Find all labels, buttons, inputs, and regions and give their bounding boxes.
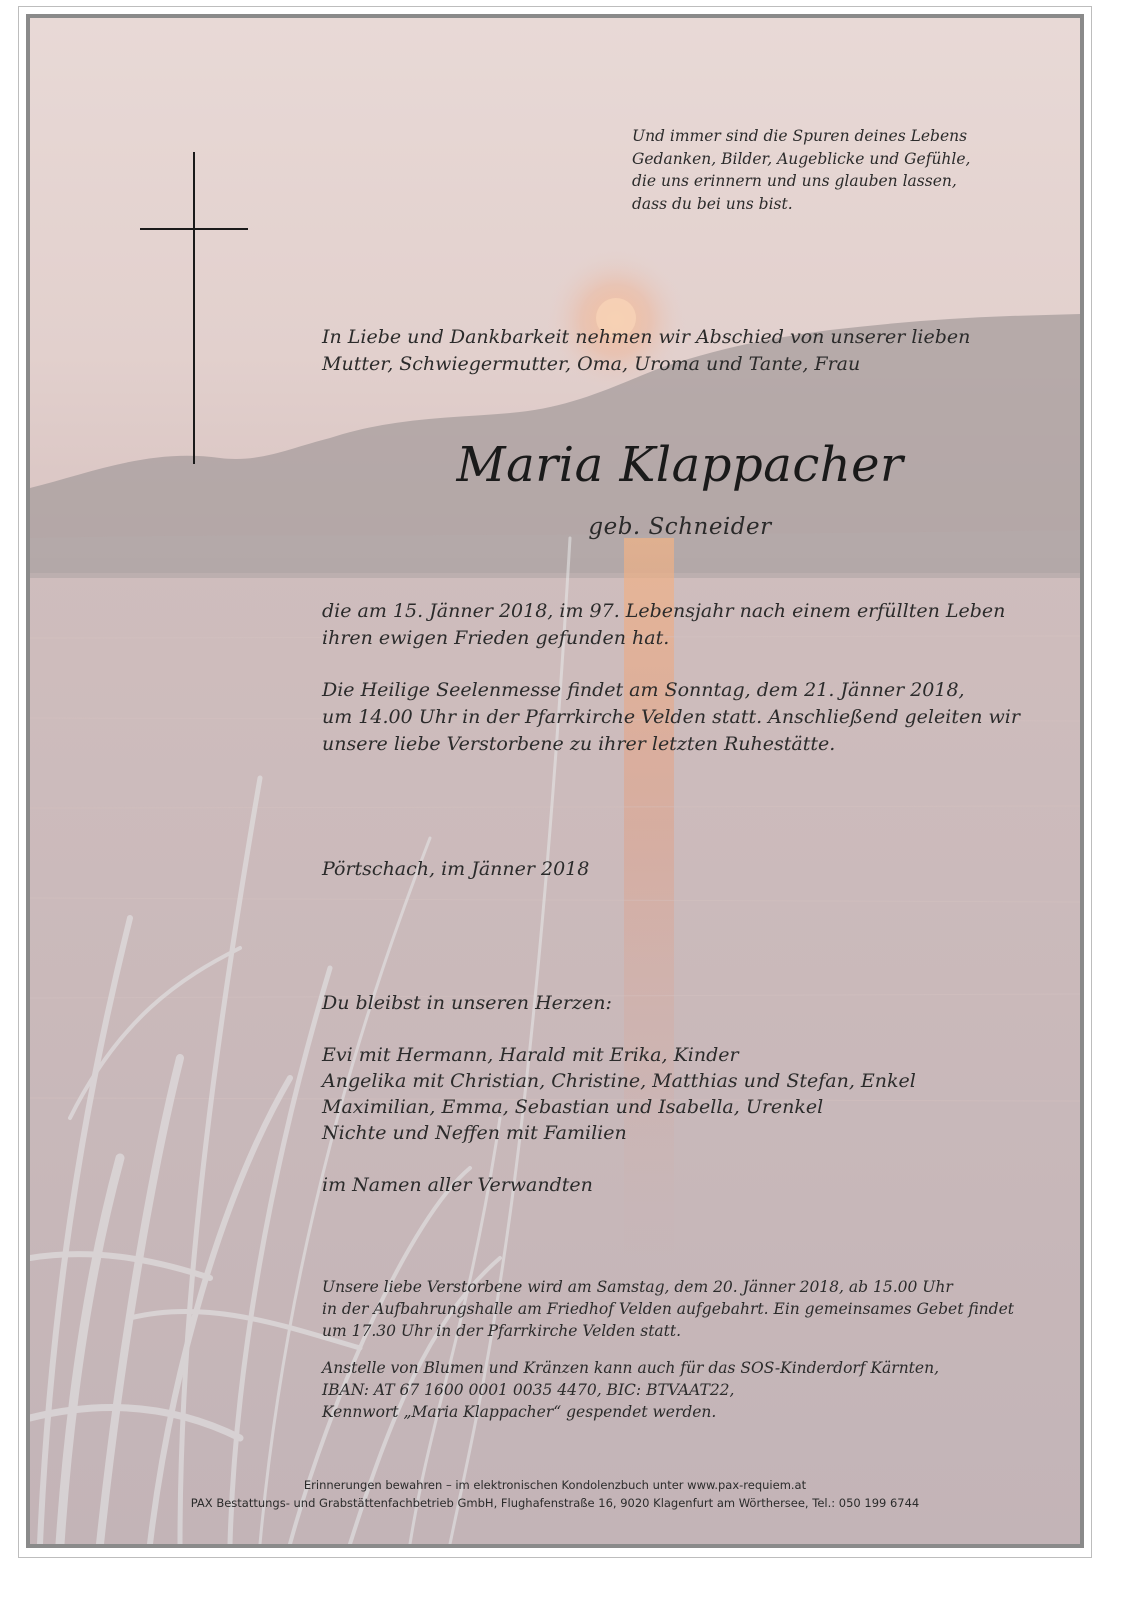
place-date: Pörtschach, im Jänner 2018 [322, 858, 590, 880]
farewell-intro [322, 324, 1042, 378]
viewing-notice [322, 1276, 1062, 1342]
donation-notice-line: IBAN: AT 67 1600 0001 0035 4470, BIC: BTVAAT22, [322, 1381, 735, 1399]
family-list [322, 1042, 916, 1146]
motto-line: Gedanken, Bilder, Augeblicke und Gefühle, [632, 149, 971, 168]
donation-notice-line: Kennwort „Maria Klappacher“ gespendet werden. [322, 1403, 717, 1421]
viewing-notice-line: Unsere liebe Verstorbene wird am Samstag, dem 20. Jänner 2018, ab 15.00 Uhr [322, 1278, 953, 1296]
death-notice-line: ihren ewigen Frieden gefunden hat. [322, 627, 670, 649]
cross-icon [138, 152, 250, 468]
footer-company-line: PAX Bestattungs- und Grabstättenfachbetrieb GmbH, Flughafenstraße 16, 9020 Klagenfurt am Wörthersee, Tel.: 050 199 6744 [190, 1496, 920, 1510]
donation-notice-line: Anstelle von Blumen und Kränzen kann auch für das SOS-Kinderdorf Kärnten, [322, 1359, 939, 1377]
mass-notice-line: unsere liebe Verstorbene zu ihrer letzten Ruhestätte. [322, 733, 836, 755]
behalf-line: im Namen aller Verwandten [322, 1174, 593, 1196]
heart-line: Du bleibst in unseren Herzen: [322, 992, 612, 1014]
family-line: Nichte und Neffen mit Familien [322, 1122, 627, 1144]
mass-notice-line: um 14.00 Uhr in der Pfarrkirche Velden statt. Anschließend geleiten wir [322, 706, 1020, 728]
maiden-name: geb. Schneider [588, 514, 772, 540]
death-notice [322, 598, 1062, 652]
motto-line: die uns erinnern und uns glauben lassen, [632, 172, 957, 190]
motto-line: Und immer sind die Spuren deines Lebens [632, 127, 968, 145]
intro-line: Mutter, Schwiegermutter, Oma, Uroma und Tante, Frau [322, 353, 861, 375]
family-line: Evi mit Hermann, Harald mit Erika, Kinder [322, 1044, 739, 1066]
obituary-card [26, 14, 1084, 1548]
motto-line: dass du bei uns bist. [632, 194, 793, 213]
viewing-notice-line: um 17.30 Uhr in der Pfarrkirche Velden statt. [322, 1322, 682, 1340]
family-line: Angelika mit Christian, Christine, Matthias und Stefan, Enkel [322, 1070, 916, 1092]
mass-notice-line: Die Heilige Seelenmesse findet am Sonntag, dem 21. Jänner 2018, [322, 679, 965, 701]
memorial-motto [632, 125, 1062, 215]
intro-line: In Liebe und Dankbarkeit nehmen wir Abschied von unserer lieben [322, 326, 971, 348]
family-line: Maximilian, Emma, Sebastian und Isabella, Urenkel [322, 1096, 824, 1118]
death-notice-line: die am 15. Jänner 2018, im 97. Lebensjahr nach einem erfüllten Leben [322, 600, 1006, 622]
footer-condolence-line: Erinnerungen bewahren – im elektronischen Kondolenzbuch unter www.pax-requiem.at [303, 1478, 807, 1492]
viewing-notice-line: in der Aufbahrungshalle am Friedhof Velden aufgebahrt. Ein gemeinsames Gebet findet [322, 1300, 1014, 1318]
donation-notice [322, 1357, 1062, 1423]
mass-notice [322, 677, 1062, 758]
deceased-name: Maria Klappacher [456, 437, 904, 493]
